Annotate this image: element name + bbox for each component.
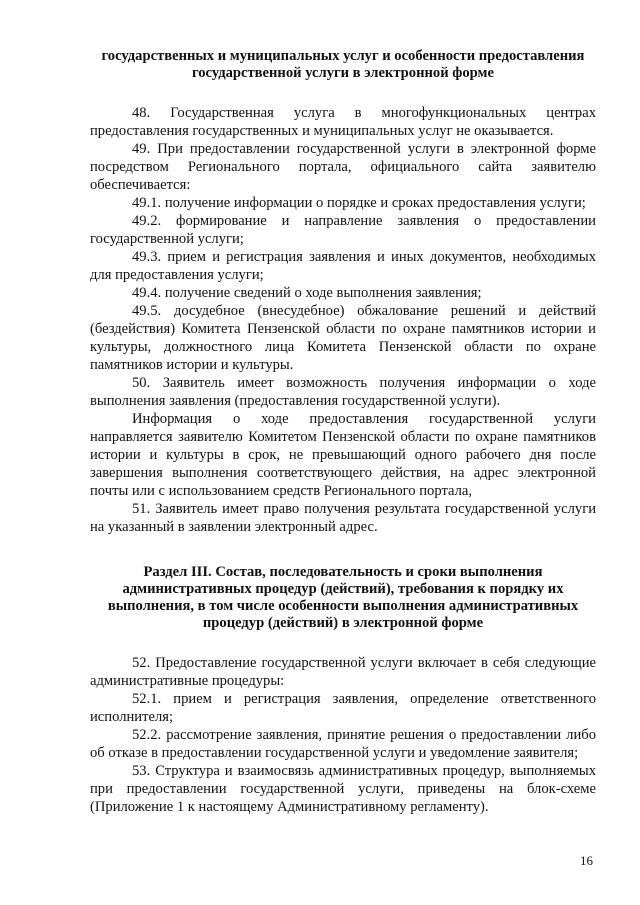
paragraph-52-2: 52.2. рассмотрение заявления, принятие решения о предоставлении либо об отказе в предоставлении государственной услуги и уведомление заявителя; (90, 727, 596, 761)
body-text-bottom (90, 654, 596, 816)
page-number: 16 (580, 853, 593, 868)
paragraph-49-4: 49.4. получение сведений о ходе выполнения заявления; (132, 285, 482, 301)
section-heading-continued: государственных и муниципальных услуг и особенности предоставления государственной услуги в электронной форме (101, 48, 585, 81)
paragraph-49-1: 49.1. получение информации о порядке и сроках предоставления услуги; (132, 195, 586, 211)
paragraph-50-info: Информация о ходе предоставления государственной услуги направляется заявителю Комитетом Пензенской области по охране памятников истории и культуры в срок, не превышающий одного рабочего дня после завершения выполнения соответствующего действия, на адрес электронной почты или с использованием средств Регионального портала, (90, 411, 596, 499)
paragraph-52: 52. Предоставление государственной услуги включает в себя следующие административные процедуры: (90, 655, 596, 689)
paragraph-53: 53. Структура и взаимосвязь административных процедур, выполняемых при предоставлении государственной услуги, приведены на блок-схеме (Приложение 1 к настоящему Административному регламенту). (90, 763, 596, 815)
paragraph-49: 49. При предоставлении государственной услуги в электронной форме посредством Регионального портала, официального сайта заявителю обеспечивается: (90, 141, 596, 193)
paragraph-49-3: 49.3. прием и регистрация заявления и иных документов, необходимых для предоставления услуги; (90, 249, 596, 283)
paragraph-49-5: 49.5. досудебное (внесудебное) обжалование решений и действий (бездействия) Комитета Пензенской области по охране памятников истории и культуры, должностного лица Комитета Пензенской области по охране памятников истории и культуры. (90, 303, 596, 373)
paragraph-50: 50. Заявитель имеет возможность получения информации о ходе выполнения заявления (предоставления государственной услуги). (90, 375, 596, 409)
paragraph-52-1: 52.1. прием и регистрация заявления, определение ответственного исполнителя; (90, 691, 596, 725)
section-heading-3: Раздел III. Состав, последовательность и сроки выполнения административных процедур (действий), требования к порядку их выполнения, в том числе особенности выполнения административных процедур (действий) в электронной форме (107, 564, 579, 631)
paragraph-48: 48. Государственная услуга в многофункциональных центрах предоставления государственных и муниципальных услуг не оказывается. (90, 105, 596, 139)
paragraph-49-2: 49.2. формирование и направление заявления о предоставлении государственной услуги; (90, 213, 596, 247)
body-text-top (90, 104, 596, 536)
paragraph-51: 51. Заявитель имеет право получения результата государственной услуги на указанный в заявлении электронный адрес. (90, 501, 596, 535)
